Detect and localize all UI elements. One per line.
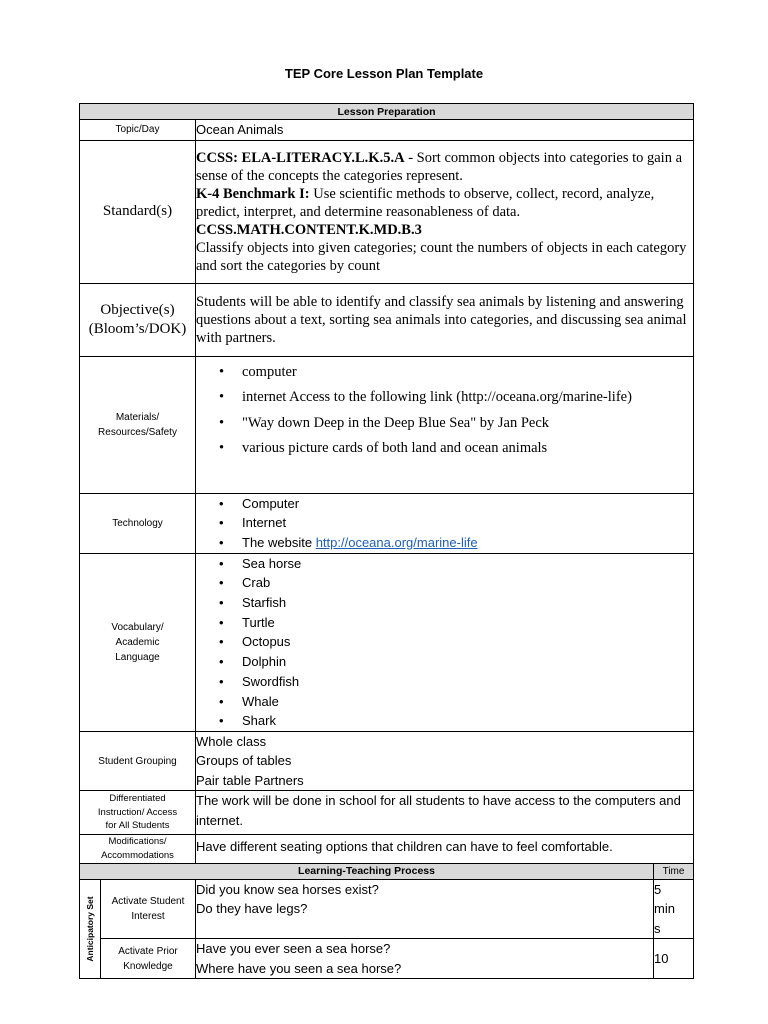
- differentiated-label-line-1: Differentiated: [109, 793, 166, 805]
- materials-list: [196, 360, 693, 462]
- list-item: • internet Access to the following link (http://oceana.org/marine-life): [196, 385, 693, 411]
- standard-2-code: K-4 Benchmark I:: [196, 186, 310, 202]
- prior-question-1: Have you ever seen a sea horse?: [196, 941, 391, 957]
- modifications-label-line-1: Modifications/: [108, 836, 167, 848]
- list-item: • "Way down Deep in the Deep Blue Sea" by Jan Peck: [196, 411, 693, 437]
- objective-label: [80, 283, 196, 356]
- grouping-line-1: Whole class: [196, 733, 267, 749]
- anticipatory-set-label: Anticipatory Set: [85, 896, 95, 962]
- technology-label: Technology: [80, 493, 196, 553]
- grouping-line-2: Groups of tables: [196, 753, 292, 769]
- vocabulary-list: [196, 554, 693, 731]
- modifications-row: [80, 834, 694, 863]
- vocabulary-label: [80, 553, 196, 731]
- list-item: • Octopus: [196, 632, 693, 652]
- interest-content: [196, 879, 654, 939]
- list-item: • Swordfish: [196, 672, 693, 692]
- topic-label: Topic/Day: [80, 120, 196, 141]
- technology-row: [80, 493, 694, 553]
- prior-knowledge-label-line-1: Activate Prior: [118, 945, 178, 957]
- materials-label-line-2: Resources/Safety: [98, 426, 177, 438]
- objective-row: [80, 283, 694, 356]
- interest-time-line-1: 5: [654, 881, 662, 897]
- interest-label: [101, 879, 196, 939]
- interest-time-line-2: min: [654, 901, 675, 917]
- vocabulary-label-line-1: Vocabulary/: [111, 621, 164, 633]
- list-item: • computer: [196, 360, 693, 386]
- list-item: • Shark: [196, 711, 693, 731]
- materials-content: [196, 356, 694, 493]
- modifications-text: Have different seating options that children can have to feel comfortable.: [196, 834, 694, 863]
- list-item: • Sea horse: [196, 554, 693, 574]
- topic-row: [80, 120, 694, 141]
- oceana-link[interactable]: http://oceana.org/marine-life: [315, 534, 478, 550]
- grouping-label: Student Grouping: [80, 731, 196, 791]
- interest-question-2: Do they have legs?: [196, 901, 308, 917]
- standard-1-text: - Sort common objects into categories to gain a sense of the concepts the categories represent.: [196, 150, 683, 184]
- modifications-label-line-2: Accommodations: [101, 849, 174, 861]
- vocabulary-label-line-3: Language: [115, 651, 160, 663]
- interest-question-1: Did you know sea horses exist?: [196, 881, 379, 897]
- materials-label-line-1: Materials/: [115, 411, 160, 423]
- interest-time: [654, 879, 694, 939]
- objective-label-line-1: Objective(s): [100, 301, 175, 318]
- standard-3-code: CCSS.MATH.CONTENT.K.MD.B.3: [196, 222, 422, 238]
- lesson-plan-table: [79, 103, 694, 979]
- vocabulary-label-line-2: Academic: [115, 636, 160, 648]
- technology-list: [196, 494, 693, 553]
- topic-value: Ocean Animals: [196, 120, 694, 141]
- standards-content: [196, 140, 694, 283]
- differentiated-label-line-2: Instruction/ Access: [97, 806, 178, 818]
- list-item: • Computer: [196, 494, 693, 514]
- prior-knowledge-content: [196, 939, 654, 979]
- document-title: TEP Core Lesson Plan Template: [284, 66, 484, 81]
- differentiated-label-line-3: for All Students: [105, 820, 170, 832]
- standard-3-text: Classify objects into given categories; count the numbers of objects in each category and sort the categories by count: [196, 240, 687, 274]
- materials-row: [80, 356, 694, 493]
- standard-2: [196, 185, 693, 221]
- lesson-prep-header: Lesson Preparation: [80, 104, 694, 120]
- interest-row: [80, 879, 694, 939]
- ltp-header: Learning-Teaching Process: [80, 863, 654, 879]
- materials-label: [80, 356, 196, 493]
- list-item: • Dolphin: [196, 652, 693, 672]
- grouping-line-3: Pair table Partners: [196, 772, 304, 788]
- standard-1-code: CCSS: ELA-LITERACY.L.K.5.A: [196, 150, 405, 166]
- standard-2-text: Use scientific methods to observe, collect, record, analyze, predict, interpret, and determine reasonableness of data.: [196, 186, 655, 220]
- list-item: • Crab: [196, 573, 693, 593]
- prior-knowledge-label-line-2: Knowledge: [123, 960, 173, 972]
- grouping-content: [196, 731, 694, 791]
- lesson-prep-header-row: [80, 104, 694, 120]
- list-item: [196, 533, 693, 553]
- list-item: • Turtle: [196, 613, 693, 633]
- differentiated-text: The work will be done in school for all students to have access to the computers and internet.: [196, 791, 694, 835]
- vocabulary-row: [80, 553, 694, 731]
- prior-knowledge-time: 10: [654, 939, 694, 979]
- list-item: • Starfish: [196, 593, 693, 613]
- grouping-row: [80, 731, 694, 791]
- prior-question-2: Where have you seen a sea horse?: [196, 960, 402, 976]
- interest-label-line-2: Interest: [131, 911, 165, 923]
- time-header: Time: [654, 863, 694, 879]
- interest-label-line-1: Activate Student: [111, 896, 185, 908]
- standard-1: [196, 149, 693, 185]
- objective-label-line-2: (Bloom’s/DOK): [88, 320, 187, 337]
- standards-label: Standard(s): [80, 140, 196, 283]
- differentiated-row: [80, 791, 694, 835]
- prior-knowledge-label: [101, 939, 196, 979]
- list-item: • Whale: [196, 692, 693, 712]
- list-item: • various picture cards of both land and ocean animals: [196, 436, 693, 462]
- standards-row: [80, 140, 694, 283]
- differentiated-label: [80, 791, 196, 835]
- modifications-label: [80, 834, 196, 863]
- prior-knowledge-row: [80, 939, 694, 979]
- technology-website-prefix: The website: [242, 534, 316, 550]
- technology-content: [196, 493, 694, 553]
- interest-time-line-3: s: [654, 920, 661, 936]
- ltp-header-row: [80, 863, 694, 879]
- anticipatory-set-cell: [80, 879, 101, 979]
- objective-text: Students will be able to identify and classify sea animals by listening and answering questions about a text, sorting sea animals into categories, and discussing sea animal with partners.: [196, 283, 694, 356]
- vocabulary-content: [196, 553, 694, 731]
- list-item: • Internet: [196, 513, 693, 533]
